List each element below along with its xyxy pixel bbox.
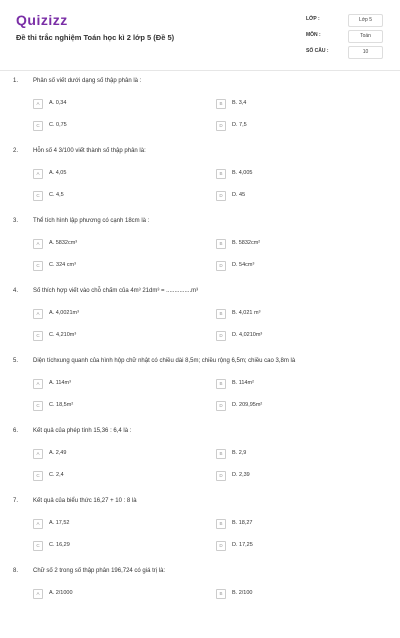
option-letter-box: A — [33, 239, 43, 249]
meta-value: Lớp 5 — [348, 14, 383, 27]
option-letter-box: C — [33, 471, 43, 481]
option-letter-box: B — [216, 449, 226, 459]
question-number: 7. — [13, 498, 19, 504]
option-letter-box: C — [33, 331, 43, 341]
option-text: A. 17,52 — [49, 520, 70, 526]
meta-label: LỚP : — [306, 16, 320, 22]
meta-label: SỐ CÂU : — [306, 48, 329, 54]
option-text: A. 114m³ — [49, 380, 71, 386]
option-text: D. 7,5 — [232, 122, 247, 128]
option-letter-box: B — [216, 169, 226, 179]
header — [0, 0, 400, 71]
option-letter-box: C — [33, 541, 43, 551]
meta-row-subject — [306, 30, 386, 46]
option-letter-box: D — [216, 261, 226, 271]
meta-label: MÔN : — [306, 32, 321, 38]
option-letter-box: B — [216, 99, 226, 109]
option-text: B. 114m² — [232, 380, 254, 386]
option-letter-box: A — [33, 99, 43, 109]
option-letter-box: D — [216, 541, 226, 551]
option-letter-box: D — [216, 471, 226, 481]
question-2 — [0, 148, 400, 218]
option-text: D. 17,25 — [232, 542, 253, 548]
option-text: A. 4,05 — [49, 170, 67, 176]
question-text: Thể tích hình lập phương có cạnh 18cm là : — [33, 218, 150, 224]
option-text: C. 4,5 — [49, 192, 64, 198]
option-text: B. 4,021 m³ — [232, 310, 261, 316]
option-text: C. 2,4 — [49, 472, 64, 478]
option-letter-box: D — [216, 191, 226, 201]
option-text: D. 4,0210m³ — [232, 332, 263, 338]
question-1 — [0, 78, 400, 148]
option-text: B. 18,27 — [232, 520, 253, 526]
option-text: D. 45 — [232, 192, 246, 198]
question-number: 5. — [13, 358, 19, 364]
option-letter-box: A — [33, 589, 43, 599]
option-letter-box: D — [216, 401, 226, 411]
option-text: C. 0,75 — [49, 122, 67, 128]
question-7 — [0, 498, 400, 568]
meta-info — [306, 14, 386, 62]
question-text: Số thích hợp viết vào chỗ chấm của 4m³ 21dm³ = ...............m³ — [33, 288, 199, 294]
document-title: Đề thi trắc nghiệm Toán học kì 2 lớp 5 (Đề 5) — [16, 33, 175, 42]
option-letter-box: A — [33, 449, 43, 459]
option-text: A. 5832cm³ — [49, 240, 78, 246]
option-text: B. 3,4 — [232, 100, 247, 106]
question-list — [0, 78, 400, 638]
question-6 — [0, 428, 400, 498]
option-text: D. 54cm³ — [232, 262, 255, 268]
option-letter-box: B — [216, 309, 226, 319]
option-text: B. 2,9 — [232, 450, 247, 456]
question-8 — [0, 568, 400, 638]
option-text: C. 4,210m³ — [49, 332, 77, 338]
meta-value: 10 — [348, 46, 383, 59]
question-text: Kết quả của biểu thức 16,27 + 10 : 8 là — [33, 498, 137, 504]
option-letter-box: B — [216, 589, 226, 599]
option-text: A. 2,49 — [49, 450, 67, 456]
quizizz-logo: Quizizz — [16, 12, 68, 28]
question-number: 3. — [13, 218, 19, 224]
option-letter-box: A — [33, 309, 43, 319]
question-3 — [0, 218, 400, 288]
option-text: B. 2/100 — [232, 590, 253, 596]
meta-row-class — [306, 14, 386, 30]
question-text: Phân số viết dưới dạng số thập phân là : — [33, 78, 142, 84]
option-text: C. 18,5m² — [49, 402, 74, 408]
option-letter-box: D — [216, 121, 226, 131]
option-letter-box: A — [33, 379, 43, 389]
option-letter-box: B — [216, 379, 226, 389]
option-letter-box: A — [33, 519, 43, 529]
option-text: A. 4,0021m³ — [49, 310, 79, 316]
meta-row-count — [306, 46, 386, 62]
question-4 — [0, 288, 400, 358]
option-text: D. 209,95m² — [232, 402, 263, 408]
question-number: 6. — [13, 428, 19, 434]
option-letter-box: D — [216, 331, 226, 341]
option-letter-box: C — [33, 261, 43, 271]
question-text: Hỗn số 4 3/100 viết thành số thập phân là: — [33, 148, 146, 154]
question-number: 8. — [13, 568, 19, 574]
meta-value: Toán — [348, 30, 383, 43]
option-text: B. 4,005 — [232, 170, 253, 176]
option-letter-box: C — [33, 191, 43, 201]
option-letter-box: B — [216, 519, 226, 529]
option-text: C. 324 cm³ — [49, 262, 76, 268]
question-number: 2. — [13, 148, 19, 154]
question-text: Diện tíchxung quanh của hình hộp chữ nhật có chiều dài 8,5m; chiều rộng 6,5m; chiều cao 3,8m là — [33, 358, 296, 364]
question-5 — [0, 358, 400, 428]
question-text: Chữ số 2 trong số thập phân 196,724 có giá trị là: — [33, 568, 166, 574]
option-letter-box: A — [33, 169, 43, 179]
option-text: A. 2/1000 — [49, 590, 73, 596]
option-text: D. 2,39 — [232, 472, 250, 478]
question-text: Kết quả của phép tính 15,36 : 6,4 là : — [33, 428, 132, 434]
option-text: B. 5832cm² — [232, 240, 261, 246]
question-number: 4. — [13, 288, 19, 294]
option-text: A. 0,34 — [49, 100, 67, 106]
option-text: C. 16,29 — [49, 542, 70, 548]
option-letter-box: C — [33, 401, 43, 411]
question-number: 1. — [13, 78, 19, 84]
option-letter-box: C — [33, 121, 43, 131]
option-letter-box: B — [216, 239, 226, 249]
